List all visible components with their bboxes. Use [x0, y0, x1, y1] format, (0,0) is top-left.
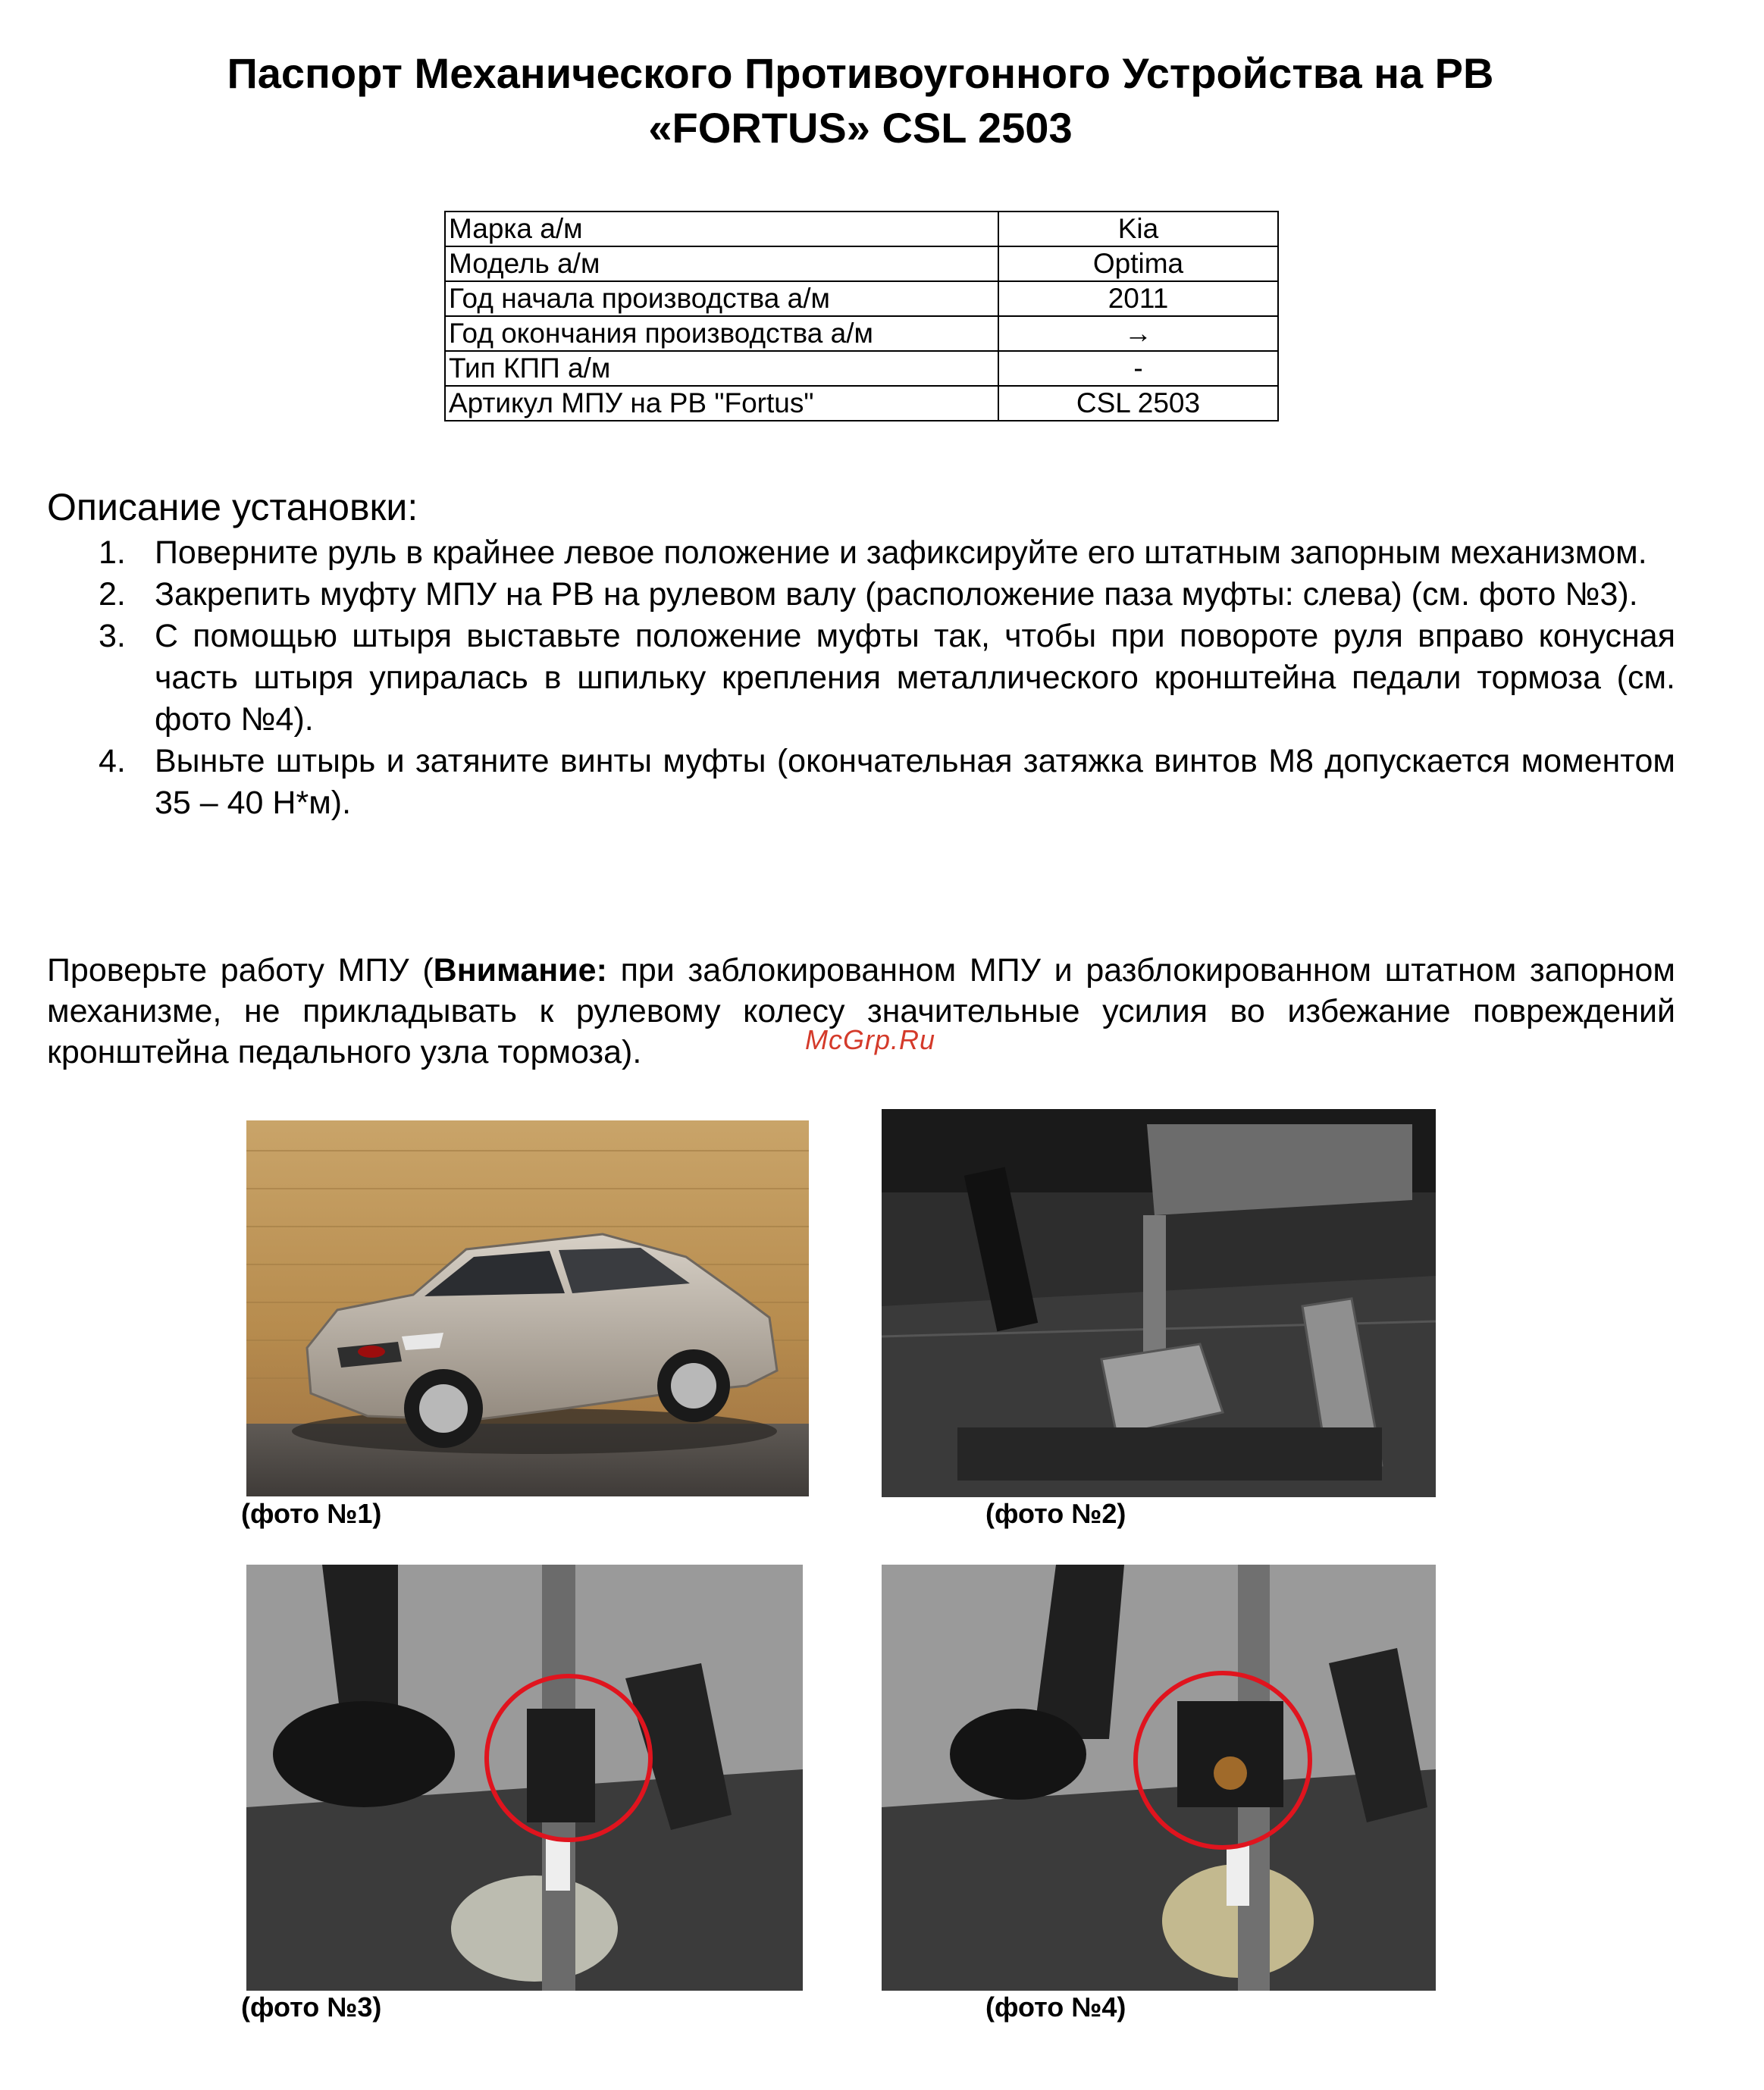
table-row	[445, 212, 1278, 246]
spec-label: Тип КПП а/м	[445, 351, 998, 386]
page-title-line-1: Паспорт Механического Противоугонного Устройства на РВ	[227, 49, 1494, 97]
spec-label: Модель а/м	[445, 246, 998, 281]
spec-value: Kia	[998, 212, 1278, 246]
table-row	[445, 246, 1278, 281]
list-item	[47, 532, 1675, 574]
spec-label: Марка а/м	[445, 212, 998, 246]
table-row	[445, 281, 1278, 316]
step-number: 2.	[99, 576, 126, 613]
spec-label: Год начала производства а/м	[445, 281, 998, 316]
spec-value: →	[998, 316, 1278, 351]
photo-1-caption: (фото №1)	[241, 1498, 382, 1529]
warning-bold-label: Внимание:	[433, 952, 607, 989]
table-row	[445, 351, 1278, 386]
spec-label: Год окончания производства а/м	[445, 316, 998, 351]
spec-value: CSL 2503	[998, 386, 1278, 421]
photo-3-coupling	[246, 1565, 803, 1991]
step-number: 1.	[99, 534, 126, 571]
page-title-line-2: «FORTUS» CSL 2503	[648, 104, 1073, 152]
vehicle-specs-table	[444, 211, 1279, 421]
step-number: 4.	[99, 743, 126, 779]
warning-pre: Проверьте работу МПУ (	[47, 952, 434, 989]
step-text: Выньте штырь и затяните винты муфты (окончательная затяжка винтов М8 допускается моментом 35 – 40 Н*м).	[155, 743, 1675, 821]
step-text: С помощью штыря выставьте положение муфты так, чтобы при повороте руля вправо конусная часть штыря упиралась в шпильку крепления металлического кронштейна педали тормоза (см. фото №4).	[155, 618, 1675, 738]
watermark: McGrp.Ru	[805, 1024, 936, 1055]
photo-2-pedals	[882, 1109, 1436, 1497]
spec-value: -	[998, 351, 1278, 386]
photo-3-caption: (фото №3)	[241, 1991, 382, 2023]
step-text: Поверните руль в крайнее левое положение и зафиксируйте его штатным запорным механизмом.	[155, 534, 1647, 571]
car-illustration	[246, 1120, 809, 1496]
list-item	[47, 616, 1675, 741]
spec-value: Optima	[998, 246, 1278, 281]
step-number: 3.	[99, 618, 126, 654]
spec-label: Артикул МПУ на РВ "Fortus"	[445, 386, 998, 421]
install-steps-list	[47, 532, 1675, 824]
table-row	[445, 386, 1278, 421]
pedals-illustration	[882, 1109, 1436, 1497]
photo-2-caption: (фото №2)	[985, 1498, 1126, 1529]
photo-4-caption: (фото №4)	[985, 1991, 1126, 2023]
step-text: Закрепить муфту МПУ на РВ на рулевом валу (расположение паза муфты: слева) (см. фото №3).	[155, 576, 1638, 613]
warning-post: при заблокированном МПУ и разблокированном штатном запорном механизме, не прикладывать к рулевому колесу значительные усилия во избежание повреждений кронштейна педального узла тормоза).	[47, 952, 1675, 1070]
list-item	[47, 741, 1675, 824]
install-heading: Описание установки:	[47, 486, 418, 528]
table-row	[445, 316, 1278, 351]
photo-4-coupling-pin	[882, 1565, 1436, 1991]
coupling-pin-illustration	[882, 1565, 1436, 1991]
coupling-illustration	[246, 1565, 803, 1991]
spec-value: 2011	[998, 281, 1278, 316]
list-item	[47, 574, 1675, 616]
photo-1-car	[246, 1120, 809, 1496]
